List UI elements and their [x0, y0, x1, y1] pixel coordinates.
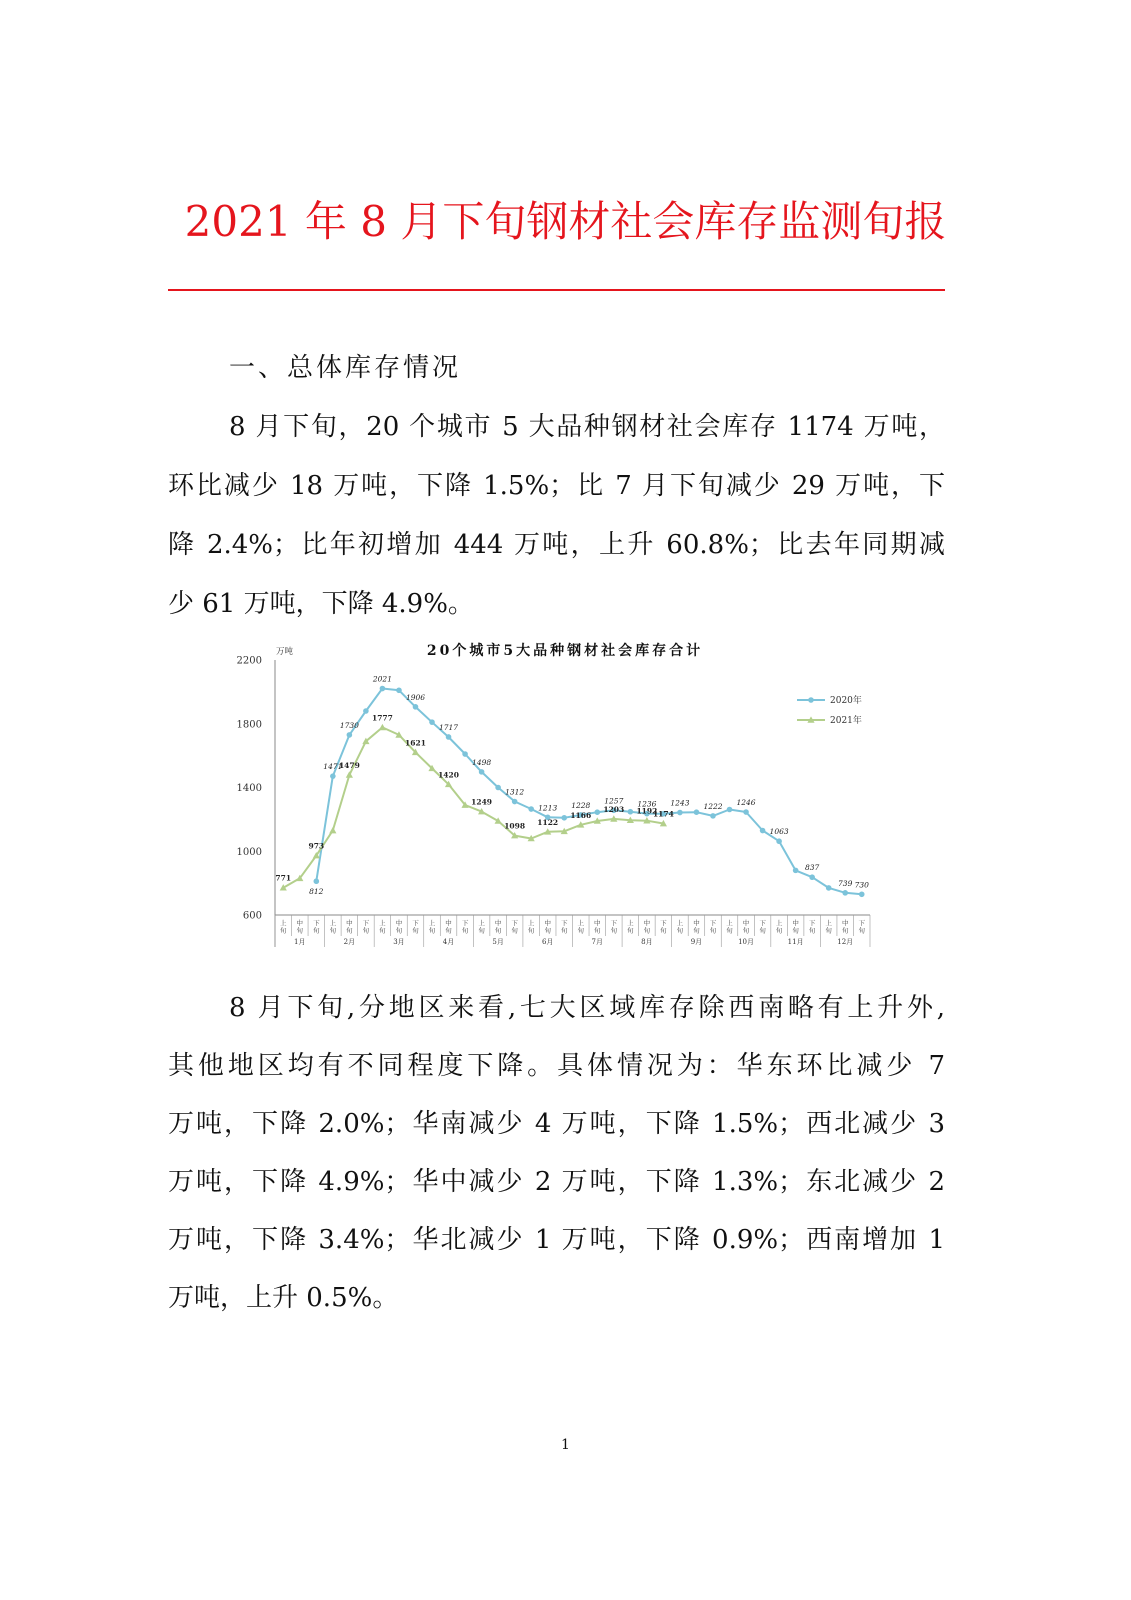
series-2021-data-label: 1166 [570, 810, 592, 820]
series-2020-data-label: 1222 [703, 801, 723, 811]
chart-title: 20个城市5大品种钢材社会库存合计 [426, 643, 704, 659]
inventory-line-chart [230, 636, 880, 948]
y-tick-label: 1800 [236, 719, 262, 731]
x-month-label: 4月 [442, 938, 455, 946]
x-period-label: 上旬 [775, 919, 783, 935]
series-2020-point [727, 807, 733, 813]
series-2020-point [677, 810, 683, 816]
x-period-label: 中旬 [445, 919, 452, 935]
legend-marker [808, 697, 814, 703]
x-period-label: 上旬 [577, 919, 585, 935]
x-month-label: 7月 [591, 938, 604, 946]
x-period-label: 下旬 [461, 919, 469, 935]
x-period-label: 下旬 [858, 919, 865, 935]
paragraph-line: 万吨，下降 4.9%；华中减少 2 万吨，下降 1.3%；东北减少 2 [168, 1167, 945, 1197]
legend-item [797, 714, 862, 726]
x-month-label: 3月 [393, 938, 405, 946]
x-month-label: 2月 [343, 938, 356, 946]
series-2020-point [594, 809, 600, 815]
series-2021-data-label: 1420 [438, 770, 459, 780]
series-2021-point [346, 771, 353, 777]
series-2020-line [316, 689, 861, 895]
x-period-label: 中旬 [594, 919, 601, 935]
paragraph-line: 环比减少 18 万吨，下降 1.5%；比 7 月下旬减少 29 万吨，下 [168, 471, 945, 501]
x-period-label: 上旬 [825, 919, 832, 935]
y-tick-label: 1400 [236, 783, 262, 794]
x-month-label: 6月 [541, 938, 554, 946]
x-period-label: 中旬 [346, 919, 353, 935]
series-2020-data-label: 730 [854, 880, 869, 890]
y-axis-unit-label: 万吨 [276, 647, 294, 657]
x-period-label: 中旬 [742, 919, 750, 935]
title-divider [168, 289, 945, 291]
x-period-label: 下旬 [412, 919, 419, 935]
series-2021-data-label: 1098 [504, 821, 526, 831]
series-2020-data-label: 1243 [670, 798, 690, 808]
series-2020-data-label: 1906 [405, 692, 426, 702]
series-2020-data-label: 1063 [769, 827, 789, 837]
x-period-label: 上旬 [428, 919, 436, 935]
page-number: 1 [561, 1437, 570, 1453]
series-2020-point [363, 708, 369, 714]
series-2020-point [479, 769, 485, 775]
series-2021-data-label: 1174 [652, 809, 674, 819]
series-2020-point [396, 687, 402, 693]
series-2020-point [776, 838, 782, 844]
series-2020-point [495, 785, 501, 791]
x-period-label: 下旬 [759, 919, 766, 935]
series-2020-data-label: 1246 [736, 798, 756, 808]
series-2020-data-label: 1498 [472, 757, 492, 767]
x-period-label: 中旬 [544, 919, 551, 935]
series-2020-point [694, 809, 700, 815]
series-2020-point [429, 719, 435, 725]
series-2021-point [329, 827, 336, 833]
paragraph-line: 8 月下旬,分地区来看,七大区域库存除西南略有上升外, [229, 993, 945, 1023]
x-period-label: 下旬 [709, 919, 717, 935]
x-period-label: 中旬 [395, 919, 403, 935]
series-2020-data-label: 1730 [339, 720, 359, 730]
series-2020-data-label: 1717 [438, 722, 459, 732]
series-2020-point [462, 751, 468, 757]
x-period-label: 上旬 [379, 919, 386, 935]
paragraph-line: 万吨，上升 0.5%。 [168, 1283, 399, 1313]
x-period-label: 中旬 [643, 919, 651, 935]
x-month-label: 10月 [738, 938, 755, 946]
x-period-label: 上旬 [676, 919, 684, 935]
y-tick-label: 600 [242, 910, 262, 922]
x-period-label: 中旬 [693, 919, 700, 935]
paragraph-line: 降 2.4%；比年初增加 444 万吨，上升 60.8%；比去年同期减 [168, 530, 945, 560]
series-2020-data-label: 2021 [372, 674, 392, 684]
series-2021-data-label: 1249 [471, 797, 493, 807]
x-month-label: 11月 [787, 938, 804, 946]
x-period-label: 中旬 [841, 919, 849, 935]
series-2020-point [760, 828, 766, 834]
series-2020-data-label: 1257 [604, 796, 624, 806]
x-period-label: 上旬 [527, 919, 535, 935]
series-2020-point [743, 809, 749, 815]
y-tick-label: 1000 [236, 846, 262, 858]
series-2020-data-label: 739 [838, 878, 853, 888]
series-2020-point [859, 891, 865, 897]
x-month-label: 1月 [294, 938, 306, 946]
series-2020-data-label: 1471 [323, 762, 343, 772]
series-2020-data-label: 837 [804, 863, 820, 873]
legend-label: 2021年 [830, 716, 862, 727]
legend-item [797, 694, 862, 706]
paragraph-line: 少 61 万吨，下降 4.9%。 [168, 589, 474, 619]
x-period-label: 下旬 [362, 919, 370, 935]
series-2020-point [512, 799, 518, 805]
y-tick-label: 2200 [236, 655, 262, 667]
series-2020-point [793, 868, 799, 874]
x-period-label: 下旬 [808, 919, 816, 935]
x-period-label: 上旬 [726, 919, 733, 935]
series-2020-point [314, 878, 320, 884]
series-2021-data-label: 1621 [405, 738, 426, 748]
series-2021-data-label: 1479 [338, 760, 360, 770]
series-2020-point [826, 885, 832, 891]
series-2021-data-label: 1122 [537, 817, 559, 827]
series-2020-point [628, 809, 634, 815]
paragraph-line: 万吨，下降 3.4%；华北减少 1 万吨，下降 0.9%；西南增加 1 [168, 1225, 945, 1255]
paragraph-line: 万吨，下降 2.0%；华南减少 4 万吨，下降 1.5%；西北减少 3 [168, 1109, 945, 1139]
series-2021-data-label: 771 [275, 873, 292, 883]
series-2021-data-label: 1777 [371, 713, 393, 723]
series-2020-point [413, 704, 419, 710]
x-month-label: 8月 [641, 938, 653, 946]
series-2020-point [842, 890, 848, 896]
series-2021-point [379, 724, 386, 730]
legend-label: 2020年 [830, 696, 862, 707]
series-2020-point [380, 686, 386, 692]
paragraph-line: 8 月下旬，20 个城市 5 大品种钢材社会库存 1174 万吨， [229, 412, 945, 442]
series-2020-point [710, 813, 716, 819]
summary-paragraph [168, 398, 945, 634]
series-2020-data-label: 1213 [538, 803, 558, 813]
paragraph-line: 其他地区均有不同程度下降。具体情况为：华东环比减少 7 [168, 1051, 945, 1081]
regional-paragraph [168, 979, 945, 1327]
series-2020-data-label: 1236 [637, 799, 657, 809]
x-period-label: 中旬 [296, 919, 304, 935]
x-period-label: 下旬 [560, 919, 568, 935]
series-2020-data-label: 1228 [571, 800, 591, 810]
x-period-label: 下旬 [511, 919, 518, 935]
series-2021-data-label: 973 [308, 841, 325, 851]
series-2020-point [561, 815, 567, 821]
series-2020-point [446, 734, 452, 740]
x-period-label: 中旬 [494, 919, 502, 935]
series-2020-point [528, 806, 534, 812]
x-month-label: 9月 [690, 938, 703, 946]
report-title: 2021 年 8 月下旬钢材社会库存监测旬报 [184, 197, 947, 246]
x-period-label: 下旬 [610, 919, 618, 935]
series-2020-data-label: 812 [309, 887, 324, 897]
series-2020-point [330, 773, 336, 779]
x-period-label: 上旬 [627, 919, 634, 935]
x-period-label: 上旬 [329, 919, 337, 935]
x-period-label: 下旬 [660, 919, 667, 935]
series-2020-data-label: 1312 [505, 787, 525, 797]
x-period-label: 上旬 [280, 919, 287, 935]
x-month-label: 5月 [492, 938, 504, 946]
x-period-label: 中旬 [792, 919, 799, 935]
series-2021-data-label: 1203 [603, 804, 625, 814]
x-period-label: 上旬 [478, 919, 485, 935]
section-heading: 一、总体库存情况 [229, 353, 462, 383]
series-2021-data-label: 1192 [636, 806, 658, 816]
series-2020-point [809, 874, 815, 880]
x-month-label: 12月 [837, 938, 854, 946]
series-2020-point [347, 732, 353, 738]
x-period-label: 下旬 [313, 919, 320, 935]
